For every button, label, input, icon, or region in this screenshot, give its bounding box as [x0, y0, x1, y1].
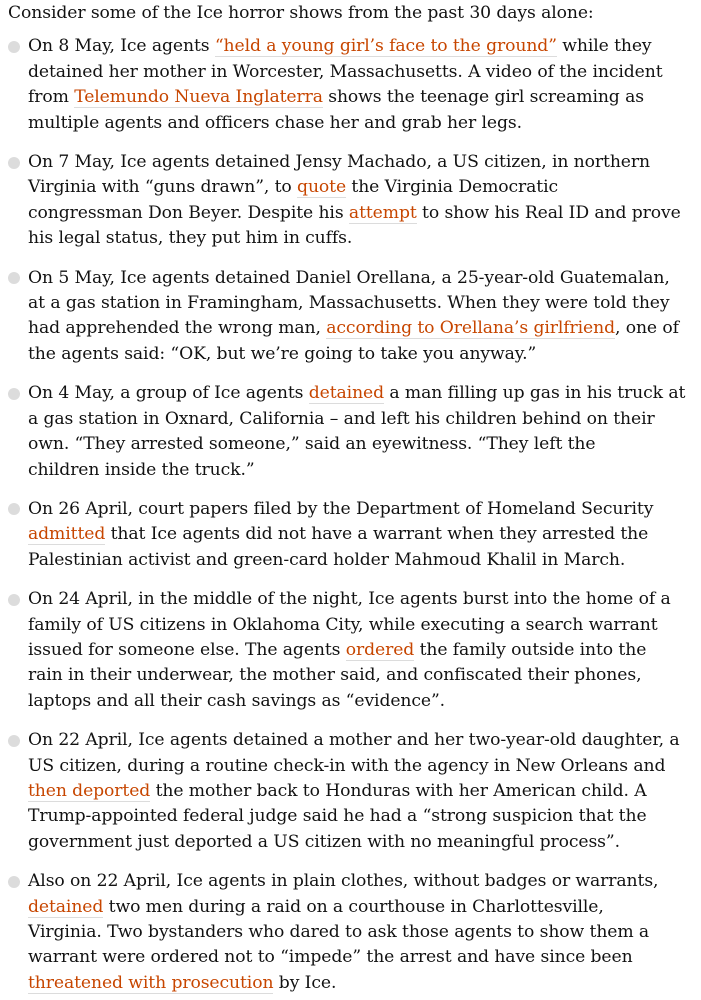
text-line — [28, 895, 693, 920]
text-segment: a man filling up gas in his truck at — [384, 383, 686, 404]
text-segment: On 5 May, Ice agents detained Daniel Orellana, a 25-year-old Guatemalan, — [28, 267, 670, 288]
text-line — [28, 663, 693, 688]
inline-link[interactable]: detained — [28, 896, 104, 917]
bullet-icon — [8, 388, 20, 400]
text-line — [28, 548, 693, 573]
text-segment: Also on 22 April, Ice agents in plain clothes, without badges or warrants, — [28, 871, 659, 892]
bullet-icon — [8, 735, 20, 747]
text-line — [28, 458, 693, 483]
text-segment: the family outside into the — [414, 639, 647, 660]
list-item — [8, 587, 693, 714]
list-item — [8, 150, 693, 252]
text-segment: at a gas station in Framingham, Massachusetts. When they were told they — [28, 293, 670, 314]
text-segment: from — [28, 87, 75, 108]
bullet-icon — [8, 41, 20, 53]
text-line — [28, 869, 693, 894]
text-line — [28, 34, 693, 59]
text-segment: laptops and all their cash savings as “evidence”. — [28, 690, 446, 711]
list-item — [8, 497, 693, 573]
text-line — [28, 804, 693, 829]
text-segment: On 7 May, Ice agents detained Jensy Machado, a US citizen, in northern — [28, 152, 650, 173]
text-segment: congressman Don Beyer. Despite his — [28, 202, 349, 223]
inline-link[interactable]: threatened with prosecution — [28, 972, 274, 993]
inline-link[interactable]: Telemundo Nueva Inglaterra — [74, 87, 323, 108]
list-item — [8, 728, 693, 855]
text-segment: children inside the truck.” — [28, 459, 255, 480]
text-segment: issued for someone else. The agents — [28, 639, 346, 660]
text-line — [28, 830, 693, 855]
text-segment: the Virginia Democratic — [346, 177, 559, 198]
text-line — [28, 522, 693, 547]
text-line — [28, 342, 693, 367]
text-line — [28, 381, 693, 406]
text-line — [28, 945, 693, 970]
text-segment: , one of — [614, 318, 679, 339]
text-segment: while they — [556, 36, 652, 57]
text-segment: Trump-appointed federal judge said he had a “strong suspicion that the — [28, 806, 647, 827]
text-line — [28, 150, 693, 175]
inline-link[interactable]: attempt — [348, 202, 417, 223]
text-line — [28, 60, 693, 85]
text-segment: Virginia with “guns drawn”, to — [28, 177, 298, 198]
text-line — [28, 728, 693, 753]
inline-link[interactable]: then deported — [28, 780, 151, 801]
text-segment: Palestinian activist and green-card holder Mahmoud Khalil in March. — [28, 549, 626, 570]
text-line — [28, 291, 693, 316]
list-item — [8, 34, 693, 136]
text-segment: to show his Real ID and prove — [416, 202, 681, 223]
text-segment: On 24 April, in the middle of the night, Ice agents burst into the home of a — [28, 589, 671, 610]
inline-link[interactable]: detained — [308, 383, 385, 404]
text-segment: Virginia. Two bystanders who dared to ask those agents to show them a — [28, 922, 650, 942]
bullet-icon — [8, 272, 20, 284]
text-line — [28, 111, 693, 136]
text-line — [28, 407, 693, 432]
list-item — [8, 266, 693, 368]
text-segment: two men during a raid on a courthouse in Charlottesville, — [103, 896, 604, 917]
text-segment: On 8 May, Ice agents — [28, 36, 215, 57]
inline-link[interactable]: “held a young girl’s face to the ground” — [214, 36, 557, 57]
text-segment: had apprehended the wrong man, — [28, 318, 327, 339]
text-line — [28, 175, 693, 200]
text-line — [28, 587, 693, 612]
intro-paragraph: Consider some of the Ice horror shows from the past 30 days alone: — [8, 3, 594, 23]
text-segment: On 26 April, court papers filed by the Department of Homeland Security — [28, 498, 654, 519]
text-segment: shows the teenage girl screaming as — [322, 87, 644, 108]
text-segment: rain in their underwear, the mother said, and confiscated their phones, — [28, 665, 642, 686]
text-line — [28, 779, 693, 804]
text-segment: On 4 May, a group of Ice agents — [28, 383, 309, 404]
inline-link[interactable]: quote — [297, 177, 347, 198]
text-line — [28, 613, 693, 638]
text-line — [28, 497, 693, 522]
text-line — [28, 226, 693, 251]
text-line — [28, 266, 693, 291]
list-item — [8, 869, 693, 996]
inline-link[interactable]: according to Orellana’s girlfriend — [326, 318, 615, 339]
text-segment: US citizen, during a routine check-in with the agency in New Orleans and — [28, 755, 666, 776]
text-line — [28, 432, 693, 457]
text-line — [28, 85, 693, 110]
inline-link[interactable]: admitted — [28, 524, 106, 545]
text-line — [28, 316, 693, 341]
bullet-icon — [8, 157, 20, 169]
text-segment: warrant were ordered not to “impede” the arrest and have since been — [28, 947, 633, 968]
text-segment: family of US citizens in Oklahoma City, while executing a search warrant — [28, 614, 658, 635]
text-line — [28, 971, 693, 996]
text-line — [28, 201, 693, 226]
text-segment: the agents said: “OK, but we’re going to take you anyway.” — [28, 343, 537, 364]
text-line — [28, 920, 693, 945]
text-segment: own. “They arrested someone,” said an eyewitness. “They left the — [28, 434, 596, 455]
text-segment: the mother back to Honduras with her American child. A — [150, 780, 647, 801]
bullet-icon — [8, 594, 20, 606]
text-line — [28, 754, 693, 779]
text-segment: by Ice. — [273, 972, 337, 993]
list-item — [8, 381, 693, 483]
text-segment: his legal status, they put him in cuffs. — [28, 228, 353, 249]
text-segment: that Ice agents did not have a warrant when they arrested the — [105, 524, 649, 545]
text-segment: On 22 April, Ice agents detained a mother and her two-year-old daughter, a — [28, 730, 680, 751]
text-line — [28, 638, 693, 663]
bullet-icon — [8, 503, 20, 515]
inline-link[interactable]: ordered — [345, 639, 415, 660]
text-segment: a gas station in Oxnard, California – and left his children behind on their — [28, 408, 655, 429]
text-segment: detained her mother in Worcester, Massachusetts. A video of the incident — [28, 61, 663, 82]
text-segment: government just deported a US citizen with no meaningful process”. — [28, 831, 620, 852]
text-segment: multiple agents and officers chase her and grab her legs. — [28, 112, 522, 133]
incident-list — [8, 34, 693, 996]
text-line — [28, 689, 693, 714]
bullet-icon — [8, 876, 20, 888]
